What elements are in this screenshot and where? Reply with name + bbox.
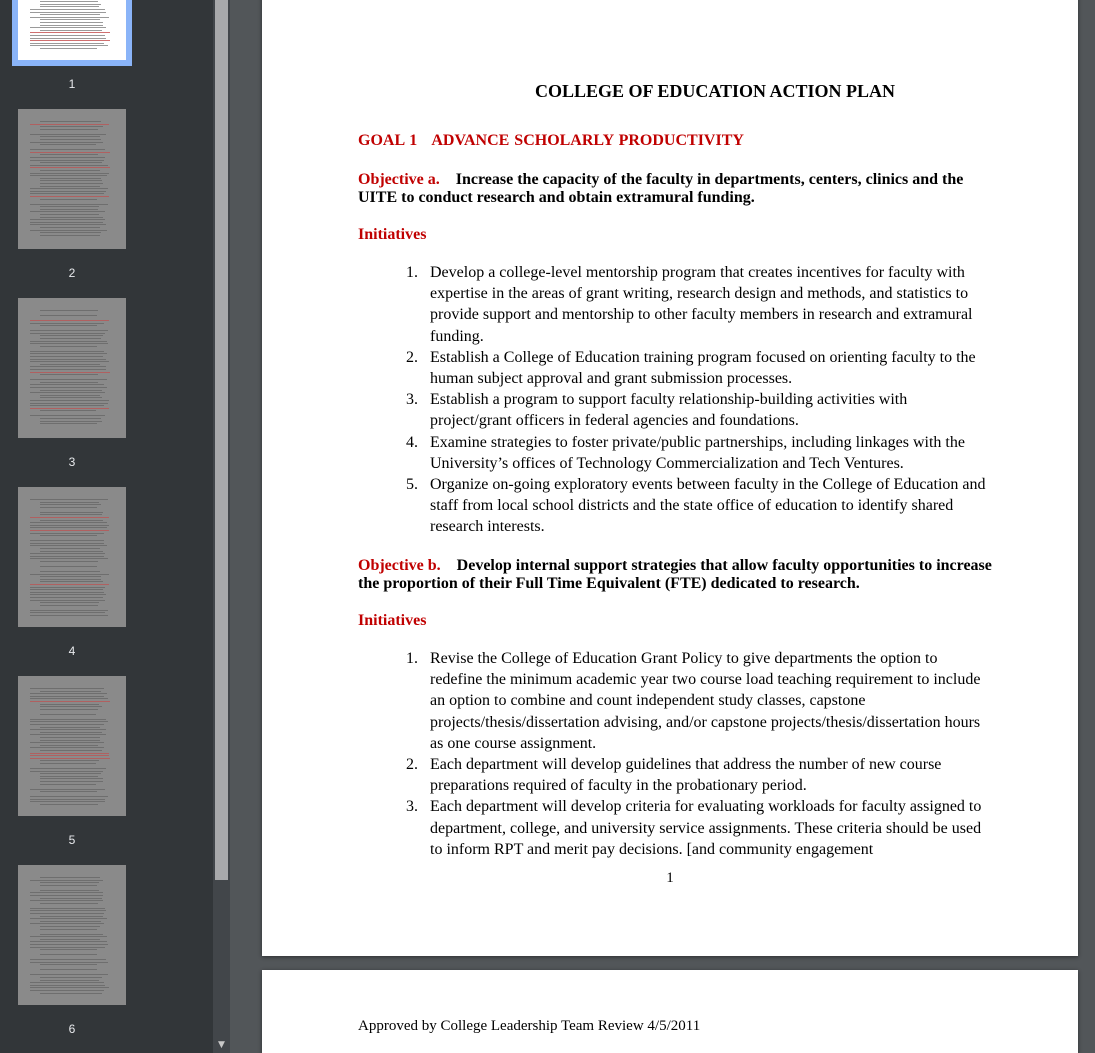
thumbnail-text-line <box>40 170 100 171</box>
thumbnail-text-line <box>40 390 102 391</box>
thumbnail-text-line <box>30 941 107 942</box>
thumbnail-text-line <box>40 514 102 515</box>
thumbnail-text-line <box>30 224 106 225</box>
thumbnail-text-line <box>30 540 104 541</box>
thumbnail-text-line <box>40 199 97 200</box>
initiative-a-item <box>406 389 986 431</box>
thumbnail-text-line <box>40 520 103 521</box>
thumbnail-text-line <box>40 227 100 228</box>
thumbnail-text-line <box>40 602 99 603</box>
thumbnail-text-line <box>30 688 104 689</box>
thumbnail-text-line <box>40 977 102 978</box>
initiatives-b-list <box>406 648 986 860</box>
thumbnail-text-line <box>40 121 101 122</box>
thumbnail-text-line <box>40 732 102 733</box>
thumbnail-text-line <box>30 38 106 39</box>
thumbnail-text-line <box>30 35 105 36</box>
thumbnail-text-line <box>30 721 108 722</box>
thumbnail-text-line <box>40 1 98 2</box>
initiative-b-item-text: Revise the College of Education Grant Policy to give departments the option to redefine the minimum academic year two course load teaching requirement to include an option to combine and count independent study classes, capstone projects/thesis/dissertation advising, and/or capstone projects/thesis/dissertation hours as one course assignment. <box>430 650 981 752</box>
thumbnail-text-line <box>30 160 104 161</box>
thumbnail-text-line <box>30 755 109 756</box>
thumbnail-text-line <box>40 338 101 339</box>
thumbnail-text-line <box>30 553 105 554</box>
goal-heading: GOAL 1 ADVANCE SCHOLARLY PRODUCTIVITY <box>358 132 744 149</box>
initiative-a-item-text: Establish a program to support faculty relationship-building activities with project/grant officers in federal agencies and foundations. <box>430 391 908 430</box>
thumbnail-page-number: 1 <box>68 77 76 91</box>
thumbnail-text-line <box>40 890 99 891</box>
thumbnail-text-line <box>40 136 100 137</box>
thumbnail-page-image <box>18 487 126 627</box>
thumbnail-text-line <box>40 980 99 981</box>
thumbnail-text-line <box>40 885 97 886</box>
thumbnail-text-line <box>30 719 106 720</box>
thumbnail-page-number: 5 <box>68 833 76 847</box>
thumbnail-text-line <box>40 964 97 965</box>
thumbnail-text-line <box>40 214 99 215</box>
thumbnail-text-line <box>40 535 97 536</box>
thumbnail-text-line <box>40 760 99 761</box>
thumbnail-text-line <box>40 882 99 883</box>
thumbnail-text-line <box>30 698 108 699</box>
thumbnail-text-line <box>40 740 100 741</box>
document-page-2 <box>262 970 1078 1053</box>
thumbnail-text-line <box>30 359 106 360</box>
thumbnail-text-line <box>30 985 105 986</box>
thumbnail-text-line <box>40 139 101 140</box>
thumbnail-text-line <box>30 369 106 370</box>
initiative-a-item-text: Develop a college-level mentorship program that creates incentives for faculty with expertise in the areas of grant writing, research design and methods, and statistics to provide support and mentorship to other faculty members in research and extramural funding. <box>430 264 973 345</box>
thumbnail-text-line <box>30 962 108 963</box>
thumbnail-text-line <box>40 512 103 513</box>
thumbnail-text-line <box>30 801 105 802</box>
thumbnail-text-line <box>30 392 105 393</box>
thumbnail-text-line <box>30 211 105 212</box>
thumbnail-text-line <box>30 32 110 33</box>
thumbnail-text-line <box>30 191 106 192</box>
thumbnail-text-line <box>30 880 103 881</box>
thumbnail-page-image <box>18 0 126 60</box>
thumbnail-text-line <box>40 727 100 728</box>
page-number: 1 <box>666 870 674 886</box>
thumbnail-text-line <box>30 768 106 769</box>
thumbnail-text-line <box>40 709 98 710</box>
thumbnail-text-line <box>30 351 104 352</box>
thumbnail-text-line <box>30 545 107 546</box>
thumbnail-page-number: 2 <box>68 266 76 280</box>
thumbnail-text-line <box>30 45 108 46</box>
objective-a <box>358 171 998 207</box>
thumbnail-text-line <box>30 219 105 220</box>
thumbnail-text-line <box>30 944 108 945</box>
thumbnail-text-line <box>30 222 103 223</box>
thumbnail-text-line <box>40 364 100 365</box>
thumbnail-text-line <box>40 129 98 130</box>
initiative-a-item-number: 2. <box>406 348 418 366</box>
scroll-down-arrow-icon[interactable]: ▼ <box>218 1040 225 1050</box>
thumbnail-text-line <box>30 9 105 10</box>
thumbnail-text-line <box>30 615 108 616</box>
sidebar-scrollbar-thumb[interactable] <box>215 0 228 880</box>
thumbnail-text-line <box>30 341 107 342</box>
thumbnail-text-line <box>40 310 98 311</box>
initiative-a-item-number: 4. <box>406 433 418 451</box>
thumbnail-text-line <box>30 693 107 694</box>
thumbnail-text-line <box>40 374 98 375</box>
thumbnail-text-line <box>40 423 97 424</box>
thumbnail-sidebar <box>0 0 230 1053</box>
thumbnail-text-line <box>40 579 101 580</box>
thumbnail-text-line <box>30 134 106 135</box>
initiative-a-item <box>406 474 986 538</box>
thumbnail-text-line <box>40 773 101 774</box>
initiative-a-item-number: 1. <box>406 264 418 281</box>
thumbnail-text-line <box>30 558 108 559</box>
thumbnail-text-line <box>30 587 105 588</box>
thumbnail-text-line <box>40 507 97 508</box>
initiative-b-item <box>406 648 986 754</box>
thumbnail-text-line <box>30 696 104 697</box>
thumbnail-text-line <box>40 763 96 764</box>
thumbnail-page-image <box>18 298 126 438</box>
thumbnail-text-line <box>30 142 103 143</box>
initiative-a-item <box>406 432 986 474</box>
thumbnail-text-line <box>30 152 110 153</box>
thumbnail-text-line <box>30 527 107 528</box>
thumbnail-text-line <box>40 4 101 5</box>
thumbnail-text-line <box>40 581 103 582</box>
thumbnail-text-line <box>40 335 103 336</box>
initiative-a-item-text: Establish a College of Education training program focused on orienting faculty to the human subject approval and grant submission processes. <box>430 348 976 388</box>
thumbnail-text-line <box>30 913 104 914</box>
thumbnail-text-line <box>30 610 108 611</box>
initiative-a-item <box>406 262 986 347</box>
thumbnail-text-line <box>40 183 103 184</box>
thumbnail-text-line <box>40 235 100 236</box>
thumbnail-text-line <box>40 325 97 326</box>
thumbnail-text-line <box>30 556 104 557</box>
thumbnail-text-line <box>30 592 104 593</box>
thumbnail-text-line <box>40 154 98 155</box>
initiative-a-item-text: Organize on-going exploratory events between faculty in the College of Education and staff from local school districts and the state office of education to identify shared research interests. <box>430 476 986 536</box>
thumbnail-text-line <box>30 543 104 544</box>
thumbnail-text-line <box>40 504 101 505</box>
thumbnail-text-line <box>30 936 107 937</box>
initiative-b-item <box>406 796 986 860</box>
thumbnail-text-line <box>40 232 101 233</box>
thumbnail-text-line <box>40 180 102 181</box>
thumbnail-text-line <box>40 395 100 396</box>
initiative-b-item-number: 1. <box>406 650 418 667</box>
thumbnail-text-line <box>40 22 103 23</box>
thumbnail-text-line <box>30 196 109 197</box>
thumbnail-text-line <box>30 892 103 893</box>
thumbnail-text-line <box>30 600 105 601</box>
thumbnail-text-line <box>40 206 99 207</box>
thumbnail-text-line <box>30 384 104 385</box>
thumbnail-text-line <box>30 499 108 500</box>
thumbnail-text-line <box>40 126 103 127</box>
thumbnail-text-line <box>40 382 98 383</box>
document-page-1 <box>262 0 1078 956</box>
thumbnail-text-line <box>30 612 105 613</box>
thumbnail-text-line <box>30 574 109 575</box>
thumbnail-text-line <box>30 320 109 321</box>
thumbnail-text-line <box>30 789 105 790</box>
thumbnail-text-line <box>40 346 97 347</box>
thumbnail-text-line <box>30 990 104 991</box>
thumbnail-text-line <box>30 165 108 166</box>
thumbnail-text-line <box>30 771 103 772</box>
thumbnail-text-line <box>30 522 107 523</box>
thumbnail-text-line <box>40 934 103 935</box>
thumbnail-text-line <box>30 167 110 168</box>
thumbnail-page-number: 3 <box>68 455 76 469</box>
objective-b <box>358 557 998 593</box>
thumbnail-text-line <box>30 175 107 176</box>
thumbnail-text-line <box>40 714 96 715</box>
thumbnail-text-line <box>30 594 106 595</box>
thumbnail-text-line <box>30 982 104 983</box>
thumbnail-page-number: 6 <box>68 1022 76 1036</box>
thumbnail-text-line <box>30 12 106 13</box>
thumbnail-text-line <box>40 921 101 922</box>
thumbnail-text-line <box>40 186 100 187</box>
thumbnail-text-line <box>40 804 98 805</box>
thumbnail-text-line <box>40 217 103 218</box>
initiatives-a-heading: Initiatives <box>358 226 427 243</box>
thumbnail-text-line <box>40 561 98 562</box>
thumbnail-text-line <box>30 230 107 231</box>
thumbnail-text-line <box>40 750 102 751</box>
thumbnail-text-line <box>40 745 98 746</box>
initiative-b-item-text: Each department will develop guidelines that address the number of new course preparations required of faculty in the probationary period. <box>430 756 942 795</box>
thumbnail-text-line <box>30 27 106 28</box>
thumbnail-text-line <box>30 43 104 44</box>
initiatives-a-list <box>406 262 986 538</box>
thumbnail-text-line <box>40 315 97 316</box>
thumbnail-text-line <box>30 387 107 388</box>
initiatives-b-heading: Initiatives <box>358 612 427 629</box>
thumbnail-text-line <box>30 947 105 948</box>
thumbnail-text-line <box>40 737 100 738</box>
thumbnail-text-line <box>30 747 104 748</box>
thumbnail-text-line <box>30 900 103 901</box>
thumbnail-text-line <box>40 14 100 15</box>
thumbnail-text-line <box>30 584 109 585</box>
thumbnail-text-line <box>40 162 102 163</box>
thumbnail-text-line <box>30 188 108 189</box>
thumbnail-text-line <box>40 791 97 792</box>
thumbnail-text-line <box>40 418 101 419</box>
thumbnail-text-line <box>40 6 99 7</box>
thumbnail-text-line <box>40 776 98 777</box>
objective-a-text: Increase the capacity of the faculty in departments, centers, clinics and the UITE to conduct research and obtain extramural funding. <box>358 171 964 206</box>
thumbnail-text-line <box>30 799 105 800</box>
thumbnail-text-line <box>40 898 102 899</box>
thumbnail-text-line <box>30 323 104 324</box>
thumbnail-text-line <box>30 742 104 743</box>
thumbnail-text-line <box>30 525 109 526</box>
thumbnail-text-line <box>30 333 105 334</box>
thumbnail-text-line <box>30 124 109 125</box>
thumbnail-text-line <box>40 25 103 26</box>
thumbnail-text-line <box>30 204 108 205</box>
initiative-b-item-number: 2. <box>406 756 418 774</box>
thumbnail-text-line <box>30 923 104 924</box>
initiative-a-item-number: 3. <box>406 391 418 409</box>
thumbnail-text-line <box>30 379 107 380</box>
thumbnail-text-line <box>30 17 109 18</box>
thumbnail-text-line <box>30 405 104 406</box>
thumbnail-text-line <box>30 530 109 531</box>
objective-a-label: Objective a. <box>358 171 440 188</box>
thumbnail-text-line <box>30 796 108 797</box>
thumbnail-text-line <box>30 372 110 373</box>
thumbnail-text-line <box>30 734 106 735</box>
thumbnail-text-line <box>40 605 98 606</box>
thumbnail-text-line <box>30 701 110 702</box>
thumbnail-text-line <box>40 926 100 927</box>
thumbnail-text-line <box>30 729 106 730</box>
thumbnail-text-line <box>40 877 100 878</box>
thumbnail-text-line <box>40 784 96 785</box>
thumbnail-text-line <box>40 48 97 49</box>
thumbnail-text-line <box>30 353 107 354</box>
thumbnail-text-line <box>40 502 99 503</box>
thumbnail-text-line <box>30 533 104 534</box>
thumbnail-text-line <box>30 753 109 754</box>
thumbnail-text-line <box>40 706 102 707</box>
thumbnail-text-line <box>30 366 106 367</box>
thumbnail-text-line <box>40 954 97 955</box>
thumbnail-text-line <box>40 144 96 145</box>
thumbnail-text-line <box>40 916 103 917</box>
thumbnail-text-line <box>40 969 97 970</box>
thumbnail-text-line <box>30 758 110 759</box>
thumbnail-text-line <box>30 918 107 919</box>
thumbnail-text-line <box>30 157 105 158</box>
thumbnail-text-line <box>30 408 109 409</box>
thumbnail-page-image <box>18 676 126 816</box>
thumbnail-text-line <box>30 40 110 41</box>
initiative-a-item-number: 5. <box>406 476 418 494</box>
thumbnail-page-image <box>18 865 126 1005</box>
thumbnail-page-number: 4 <box>68 644 76 658</box>
thumbnail-text-line <box>40 571 100 572</box>
thumbnail-text-line <box>40 551 103 552</box>
thumbnail-text-line <box>30 895 103 896</box>
thumbnail-text-line <box>40 209 98 210</box>
thumbnail-text-line <box>40 421 102 422</box>
initiative-a-item <box>406 347 986 389</box>
thumbnail-text-line <box>30 908 105 909</box>
initiative-b-item <box>406 754 986 796</box>
thumbnail-text-line <box>40 691 101 692</box>
thumbnail-text-line <box>30 974 108 975</box>
thumbnail-text-line <box>30 589 103 590</box>
thumbnail-text-line <box>40 566 97 567</box>
thumbnail-text-line <box>40 30 102 31</box>
thumbnail-text-line <box>30 343 108 344</box>
thumbnail-page-image <box>18 109 126 249</box>
thumbnail-text-line <box>30 597 103 598</box>
thumbnail-text-line <box>40 993 102 994</box>
initiative-a-item-text: Examine strategies to foster private/public partnerships, including linkages with the University’s offices of Technology Commercialization and Tech Ventures. <box>430 433 965 472</box>
thumbnail-text-line <box>40 19 100 20</box>
thumbnail-text-line <box>40 548 100 549</box>
thumbnail-list <box>0 0 213 1053</box>
thumbnail-text-line <box>30 403 108 404</box>
thumbnail-text-line <box>30 330 108 331</box>
thumbnail-text-line <box>30 193 104 194</box>
thumbnail-text-line <box>30 356 103 357</box>
thumbnail-text-line <box>40 939 100 940</box>
thumbnail-text-line <box>40 410 96 411</box>
thumbnail-text-line <box>30 149 105 150</box>
thumbnail-text-line <box>40 903 98 904</box>
thumbnail-text-line <box>40 781 103 782</box>
thumbnail-text-line <box>40 178 101 179</box>
initiative-b-item-number: 3. <box>406 798 418 816</box>
thumbnail-text-line <box>30 173 109 174</box>
thumbnail-text-line <box>40 949 97 950</box>
initiative-b-item-text: Each department will develop criteria for evaluating workloads for faculty assigned to department, college, and university service assignments. These criteria should be used to inform RPT and merit pay decisions. [and community engagement <box>430 798 982 858</box>
thumbnail-text-line <box>40 397 102 398</box>
thumbnail-text-line <box>30 400 109 401</box>
thumbnail-text-line <box>30 959 106 960</box>
thumbnail-text-line <box>40 576 101 577</box>
objective-b-label: Objective b. <box>358 557 441 574</box>
thumbnail-text-line <box>40 929 97 930</box>
thumbnail-text-line <box>30 987 109 988</box>
thumbnail-text-line <box>40 704 99 705</box>
thumbnail-text-line <box>30 724 104 725</box>
thumbnail-text-line <box>30 517 109 518</box>
objective-b-text: Develop internal support strategies that allow faculty opportunities to increase the proportion of their Full Time Equivalent (FTE) dedicated to research. <box>358 557 992 592</box>
thumbnail-text-line <box>40 778 103 779</box>
document-title: COLLEGE OF EDUCATION ACTION PLAN <box>534 81 896 101</box>
approval-header: Approved by College Leadership Team Review 4/5/2011 <box>358 1018 701 1034</box>
thumbnail-text-line <box>30 361 109 362</box>
thumbnail-text-line <box>30 415 105 416</box>
thumbnail-text-line <box>30 910 106 911</box>
